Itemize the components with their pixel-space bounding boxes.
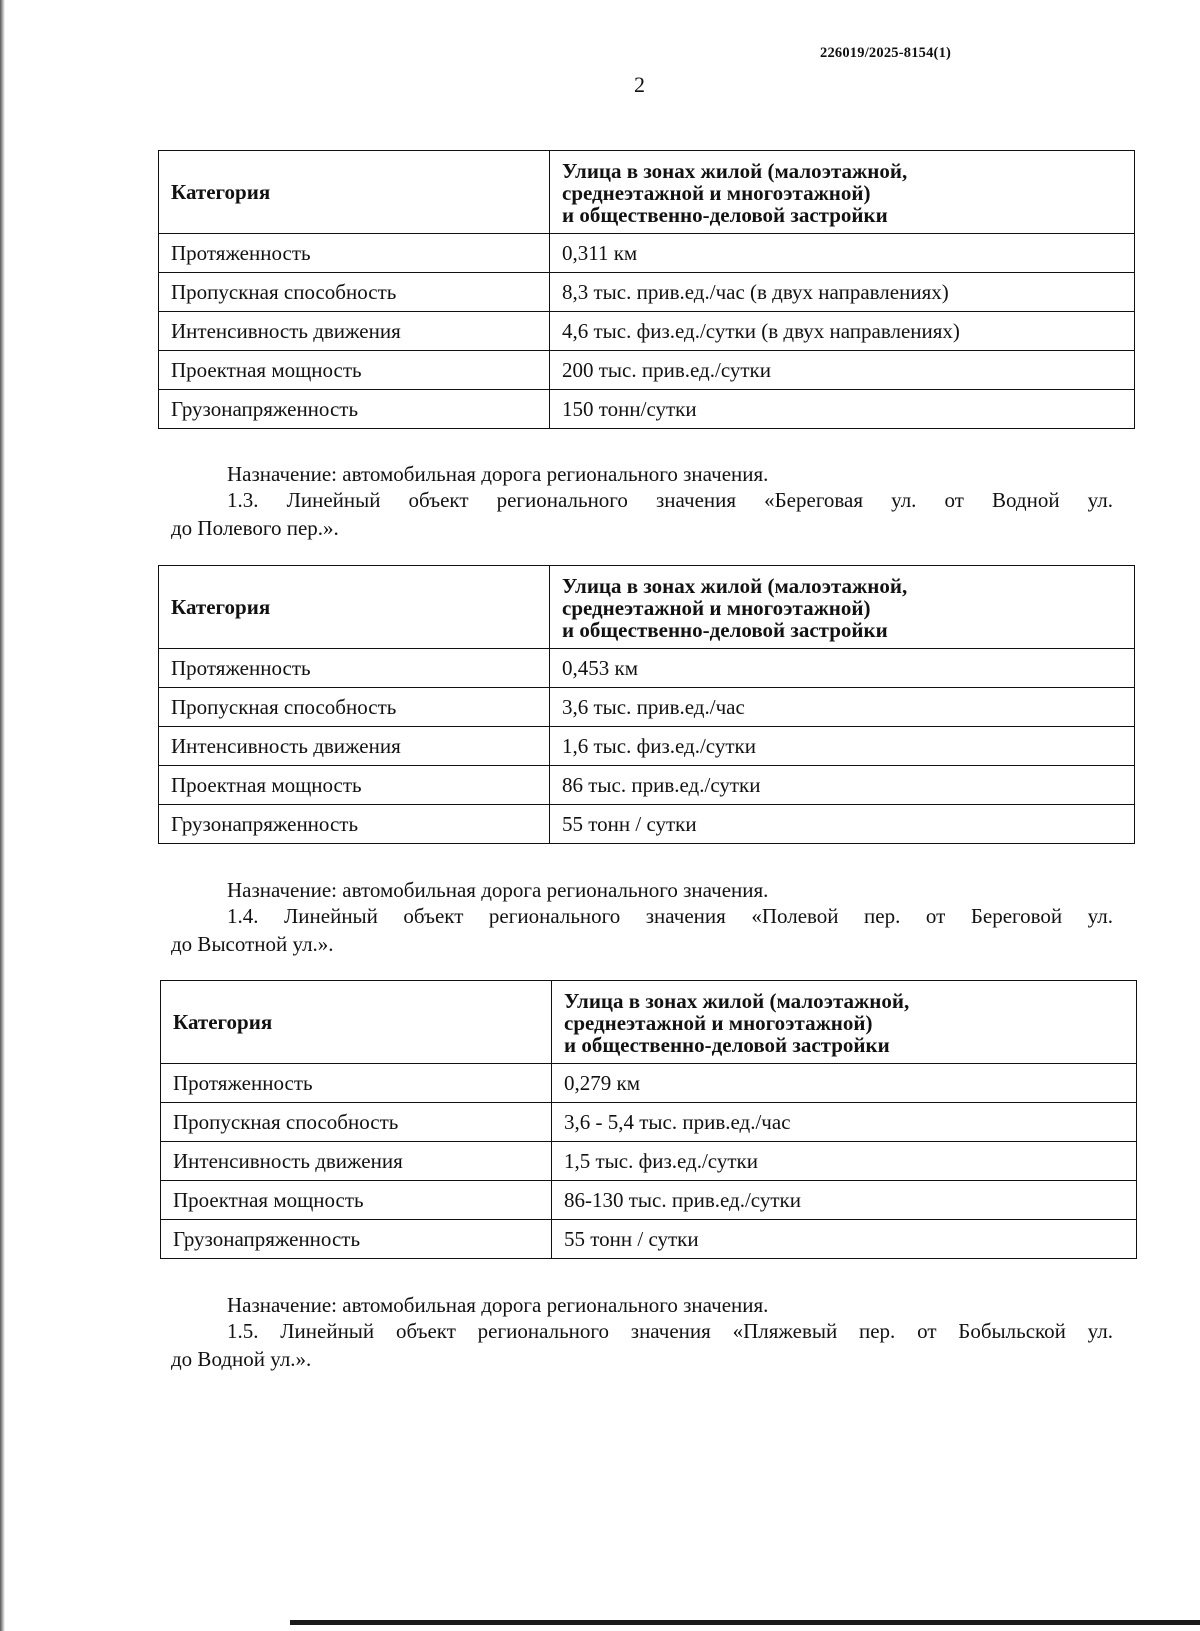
table-header-row	[159, 566, 1135, 649]
row-value: 150 тонн/сутки	[550, 390, 1135, 429]
purpose-text: Назначение: автомобильная дорога регионального значения.	[227, 462, 769, 486]
table-row	[159, 649, 1135, 688]
scan-edge	[0, 0, 5, 1631]
header-key: Категория	[159, 151, 550, 234]
row-key: Пропускная способность	[161, 1103, 552, 1142]
row-value: 4,6 тыс. физ.ед./сутки (в двух направлениях)	[550, 312, 1135, 351]
table-row	[161, 1181, 1137, 1220]
table-row	[159, 766, 1135, 805]
page-number: 2	[634, 72, 645, 97]
item-line: до Полевого пер.».	[171, 516, 339, 540]
table-row	[159, 727, 1135, 766]
row-value: 0,311 км	[550, 234, 1135, 273]
header-value	[550, 151, 1135, 234]
header-line: Улица в зонах жилой (малоэтажной,	[562, 159, 908, 183]
header-line: среднеэтажной и многоэтажной)	[564, 1011, 873, 1035]
row-key: Интенсивность движения	[161, 1142, 552, 1181]
header-key: Категория	[161, 981, 552, 1064]
spec-table-3	[160, 980, 1137, 1259]
row-value: 3,6 тыс. прив.ед./час	[550, 688, 1135, 727]
row-key: Интенсивность движения	[159, 312, 550, 351]
row-value: 55 тонн / сутки	[552, 1220, 1137, 1259]
table-row	[159, 688, 1135, 727]
item-line: 1.5. Линейный объект регионального значения «Пляжевый пер. от Бобыльской ул.	[227, 1319, 1113, 1343]
row-key: Протяженность	[159, 234, 550, 273]
row-key: Пропускная способность	[159, 273, 550, 312]
row-key: Грузонапряженность	[159, 390, 550, 429]
row-key: Протяженность	[159, 649, 550, 688]
table-row	[159, 312, 1135, 351]
row-key: Протяженность	[161, 1064, 552, 1103]
row-value: 86-130 тыс. прив.ед./сутки	[552, 1181, 1137, 1220]
row-key: Пропускная способность	[159, 688, 550, 727]
row-value: 1,5 тыс. физ.ед./сутки	[552, 1142, 1137, 1181]
table-row	[159, 234, 1135, 273]
table-row	[159, 351, 1135, 390]
table-row	[161, 1103, 1137, 1142]
item-paragraph	[171, 1317, 1113, 1373]
item-line: до Высотной ул.».	[171, 932, 334, 956]
row-key: Интенсивность движения	[159, 727, 550, 766]
header-line: среднеэтажной и многоэтажной)	[562, 181, 871, 205]
row-value: 8,3 тыс. прив.ед./час (в двух направлениях)	[550, 273, 1135, 312]
row-value: 86 тыс. прив.ед./сутки	[550, 766, 1135, 805]
header-key: Категория	[159, 566, 550, 649]
header-value	[552, 981, 1137, 1064]
row-key: Проектная мощность	[159, 351, 550, 390]
item-line: 1.3. Линейный объект регионального значения «Береговая ул. от Водной ул.	[227, 488, 1113, 512]
row-key: Грузонапряженность	[159, 805, 550, 844]
table-header-row	[161, 981, 1137, 1064]
row-key: Проектная мощность	[161, 1181, 552, 1220]
item-line: до Водной ул.».	[171, 1347, 312, 1371]
item-paragraph	[171, 902, 1113, 958]
table-header-row	[159, 151, 1135, 234]
table-row	[159, 273, 1135, 312]
row-value: 55 тонн / сутки	[550, 805, 1135, 844]
item-paragraph	[171, 486, 1113, 542]
table-row	[159, 805, 1135, 844]
row-value: 0,279 км	[552, 1064, 1137, 1103]
table-row	[161, 1142, 1137, 1181]
row-value: 1,6 тыс. физ.ед./сутки	[550, 727, 1135, 766]
table-row	[161, 1220, 1137, 1259]
row-value: 0,453 км	[550, 649, 1135, 688]
row-value: 3,6 - 5,4 тыс. прив.ед./час	[552, 1103, 1137, 1142]
spec-table-2	[158, 565, 1135, 844]
table-row	[161, 1064, 1137, 1103]
document-id: 226019/2025-8154(1)	[820, 45, 952, 61]
row-key: Грузонапряженность	[161, 1220, 552, 1259]
row-key: Проектная мощность	[159, 766, 550, 805]
purpose-text: Назначение: автомобильная дорога регионального значения.	[227, 1293, 769, 1317]
purpose-text: Назначение: автомобильная дорога регионального значения.	[227, 878, 769, 902]
header-line: и общественно-деловой застройки	[562, 203, 888, 227]
header-line: Улица в зонах жилой (малоэтажной,	[564, 989, 910, 1013]
header-line: и общественно-деловой застройки	[564, 1033, 890, 1057]
table-row	[159, 390, 1135, 429]
header-line: среднеэтажной и многоэтажной)	[562, 596, 871, 620]
row-value: 200 тыс. прив.ед./сутки	[550, 351, 1135, 390]
scan-edge-bottom	[290, 1620, 1200, 1625]
item-line: 1.4. Линейный объект регионального значения «Полевой пер. от Береговой ул.	[227, 904, 1113, 928]
header-line: Улица в зонах жилой (малоэтажной,	[562, 574, 908, 598]
header-value	[550, 566, 1135, 649]
spec-table-1	[158, 150, 1135, 429]
header-line: и общественно-деловой застройки	[562, 618, 888, 642]
